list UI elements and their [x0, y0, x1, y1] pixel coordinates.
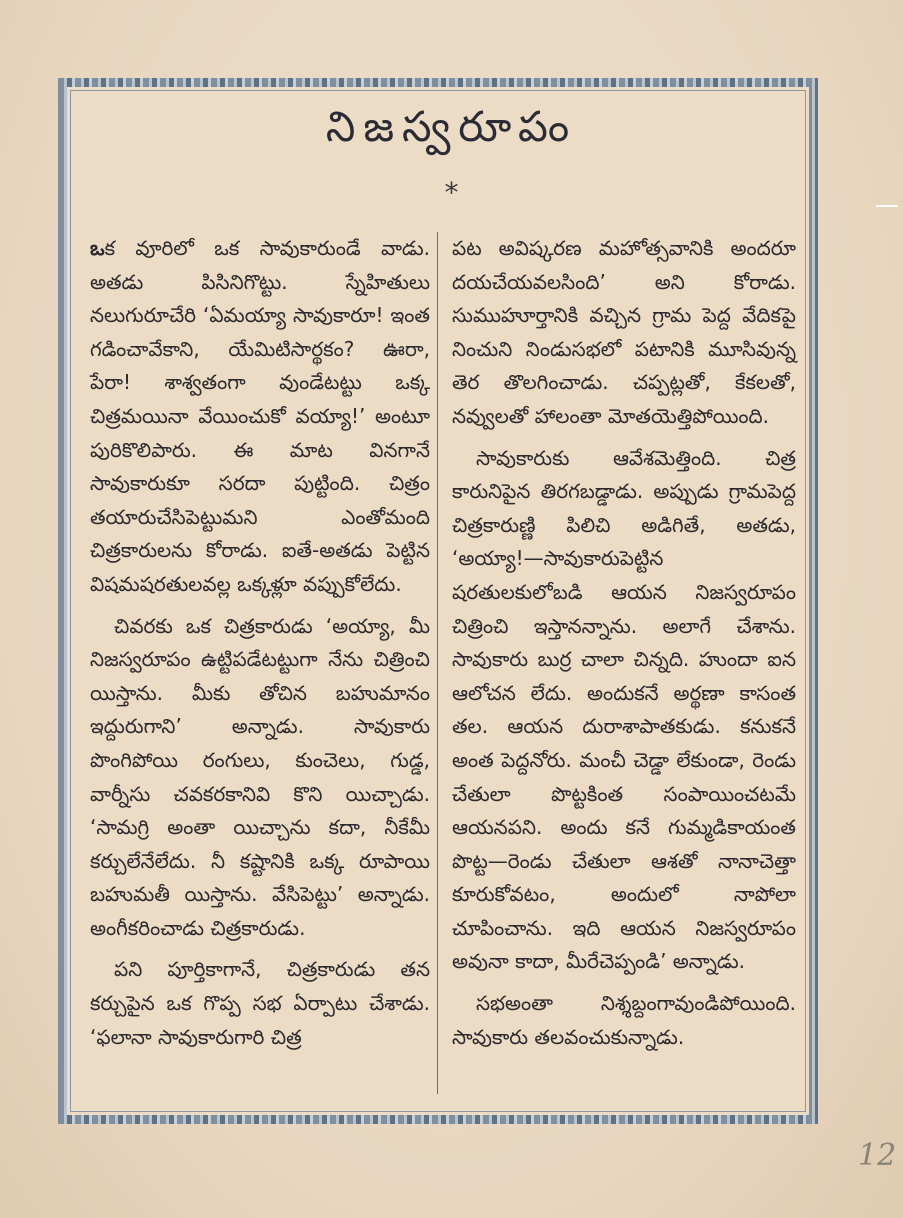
page-number: 12 — [858, 1138, 897, 1173]
right-text-column — [452, 232, 796, 1054]
asterisk-ornament: * — [444, 176, 459, 209]
paragraph: పట అవిష్కరణ మహోత్సవానికి అందరూ దయచేయవలసింది’ అని కోరాడు. సుముహూర్తానికి వచ్చిన గ్రామ పెద్ద వేదికపై నించుని నిండుసభలో పటానికి మూసివున్న తెర తొలగించాడు. చప్పట్లతో, కేకలతో, నవ్వులతో హాలంతా మోతయెత్తిపోయింది. — [452, 236, 796, 428]
paragraph: ఒక వూరిలో ఒక సావుకారుండే వాడు. అతడు పిసినిగొట్టు. స్నేహితులు నలుగురూచేరి ‘ఏమయ్యా సావుకారూ! ఇంత గడించావేకాని, యేమిటిసార్థకం? ఊరా, పేరా! శాశ్వతంగా వుండేటట్టు ఒక్క చిత్రమయినా వేయించుకో వయ్యా!’ అంటూ పురికొలిపారు. ఈ మాట వినగానే సావుకారుకూ సరదా పుట్టింది. చిత్రం తయారుచేసిపెట్టుమని ఎంతోమంది చిత్రకారులను కోరాడు. ఐతే-అతడు పెట్టిన విషమషరతులవల్ల ఒక్కళ్లూ వప్పుకోలేదు. — [90, 236, 430, 596]
paragraph: పని పూర్తికాగానే, చిత్రకారుడు తన కర్చుపైన ఒక గొప్ప సభ ఏర్పాటు చేశాడు. ‘ఫలానా సావుకారుగారి చిత్ర — [90, 957, 430, 1049]
story-title: నిజస్వరూపం — [325, 102, 578, 151]
paragraph: సావుకారుకు ఆవేశమెత్తింది. చిత్ర కారునిపైన తిరగబడ్డాడు. అప్పుడు గ్రామపెద్ద చిత్రకారుణ్ణి పిలిచి అడిగితే, అతడు, ‘అయ్యా!—సావుకారుపెట్టిన షరతులకులోబడి ఆయన నిజస్వరూపం చిత్రించి ఇస్తానన్నాను. అలాగే చేశాను. సావుకారు బుర్ర చాలా చిన్నది. హుందా ఐన ఆలోచన లేదు. అందుకనే అర్థణా కాసంత తల. ఆయన దురాశాపాతకుడు. కనుకనే అంత పెద్దనోరు. మంచీ చెడ్డా లేకుండా, రెండు చేతులా పొట్టకింత సంపాయించటమే ఆయనపని. అందు కనే గుమ్మడికాయంత పొట్ట—రెండు చేతులా ఆశతో నానాచెత్తా కూరుకోవటం, అందులో నాపోలా చూపించాను. ఇది ఆయన నిజస్వరూపం అవునా కాదా, మీరేచెప్పండి’ అన్నాడు. — [452, 445, 796, 974]
page-edge-mark — [876, 205, 898, 207]
paragraph: చివరకు ఒక చిత్రకారుడు ‘అయ్యా, మీ నిజస్వరూపం ఉట్టిపడేటట్టుగా నేను చిత్రించి యిస్తాను. మీకు తోచిన బహుమానం ఇద్దురుగాని’ అన్నాడు. సావుకారు పొంగిపోయి రంగులు, కుంచెలు, గుడ్డ, వార్నీసు చవకరకానివి కొని యిచ్చాడు. ‘సామగ్రి అంతా యిచ్చాను కదా, నీకేమీ కర్చులేనేలేదు. నీ కష్టానికి ఒక్క రూపాయి బహుమతీ యిస్తాను. వేసిపెట్టు’ అన్నాడు. అంగీకరించాడు చిత్రకారుడు. — [90, 613, 430, 940]
column-divider — [437, 232, 438, 1094]
paragraph: సభఅంతా నిశ్శబ్దంగావుండిపోయింది. సావుకారు తలవంచుకున్నాడు. — [452, 991, 796, 1049]
left-text-column — [90, 232, 430, 1054]
